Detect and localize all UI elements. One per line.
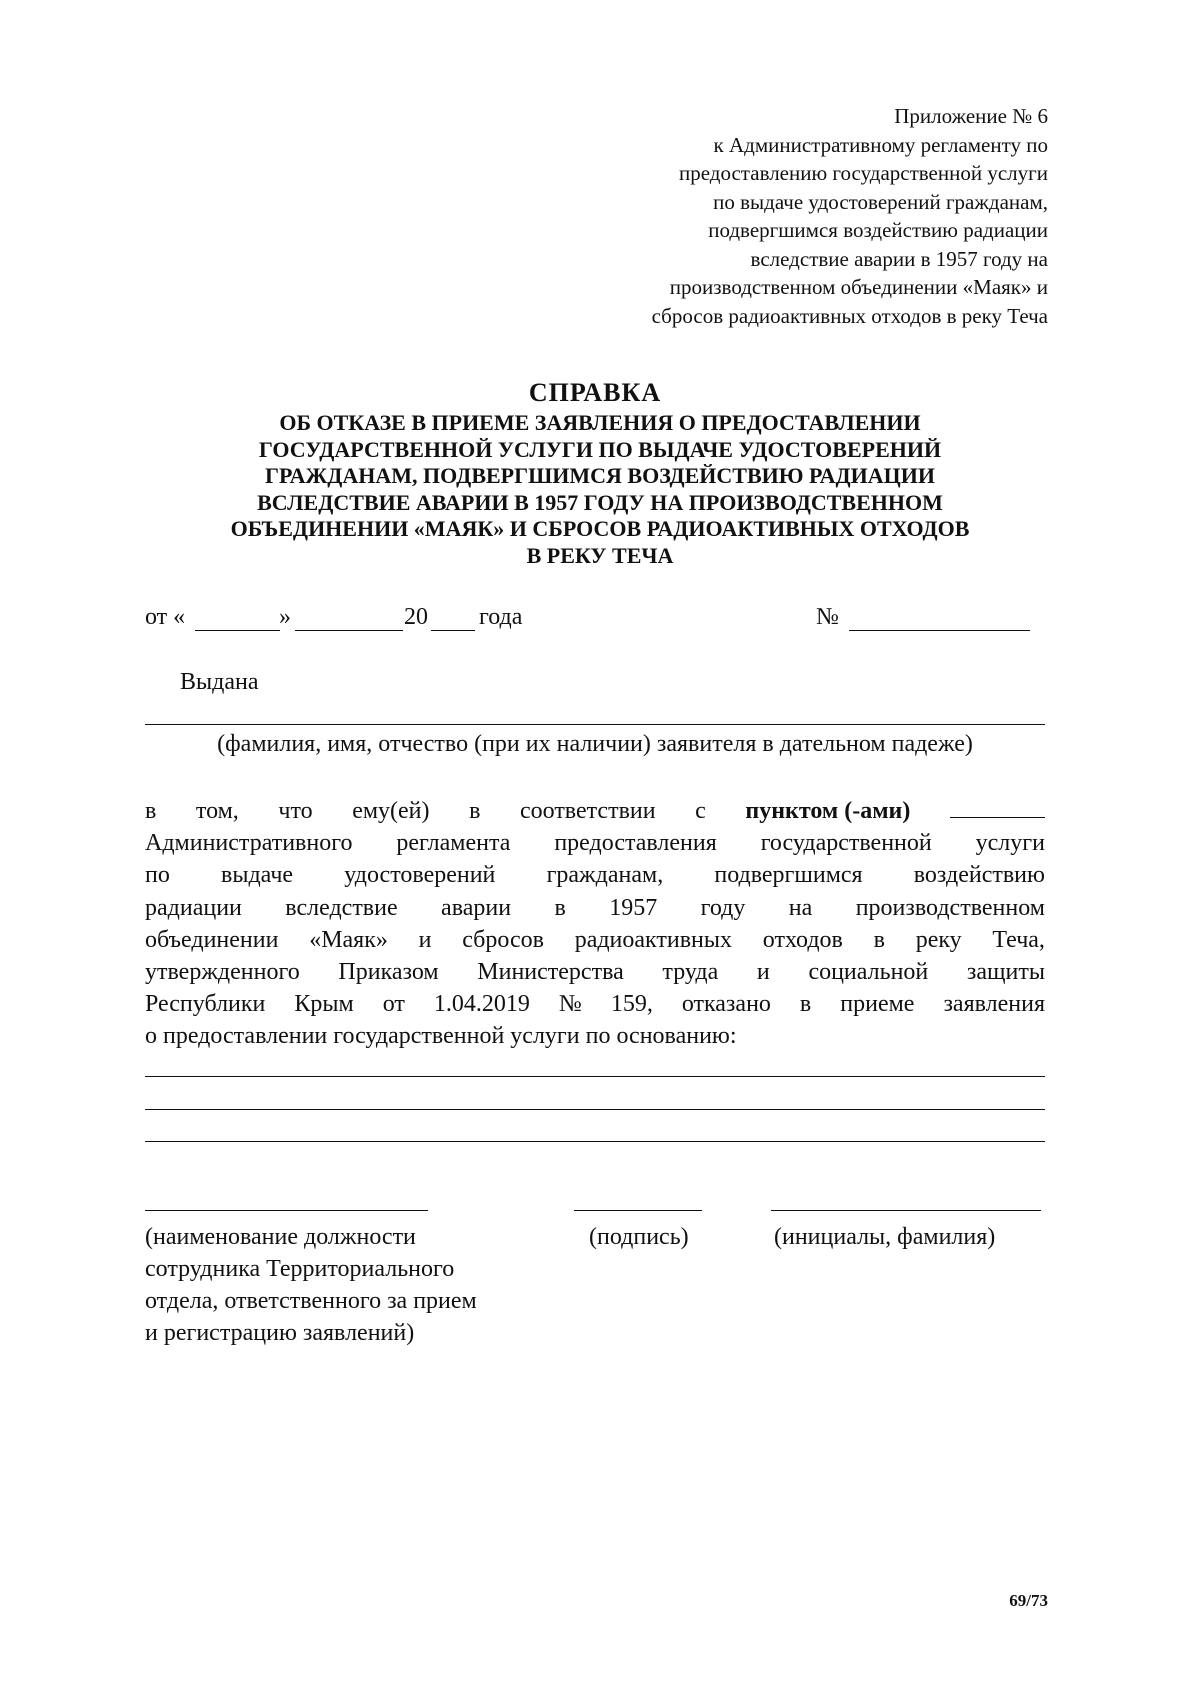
- paragraph-line: [145, 859, 1045, 891]
- initials-field[interactable]: [771, 1210, 1041, 1211]
- date-from-label: от «: [145, 604, 186, 630]
- applicant-caption: (фамилия, имя, отчество (при их наличии) заявителя в дательном падеже): [217, 731, 973, 757]
- subtitle-line: ГРАЖДАНАМ, ПОДВЕРГШИМСЯ ВОЗДЕЙСТВИЮ РАДИАЦИИ: [265, 463, 935, 488]
- signature-caption: (подпись): [589, 1224, 689, 1250]
- word: 159,: [610, 991, 653, 1018]
- word: регламента: [396, 830, 511, 857]
- word: производственном: [855, 894, 1045, 921]
- word: заявления: [943, 991, 1045, 1018]
- word: аварии: [441, 894, 512, 921]
- paragraph-line: [145, 988, 1045, 1020]
- word: Административного: [145, 830, 353, 857]
- word: от: [382, 991, 405, 1018]
- subtitle-line: ОБЪЕДИНЕНИИ «МАЯК» И СБРОСОВ РАДИОАКТИВНЫХ ОТХОДОВ: [230, 516, 970, 541]
- word: объединении: [145, 926, 279, 953]
- number-sign: №: [816, 604, 839, 630]
- word: реку: [915, 926, 962, 953]
- word: и: [418, 926, 432, 953]
- word: с: [695, 798, 706, 824]
- word: вследствие: [285, 894, 398, 921]
- paragraph-line: [145, 892, 1045, 924]
- reason-line-1[interactable]: [145, 1076, 1045, 1077]
- month-field[interactable]: [295, 604, 403, 631]
- word: удостоверений: [344, 862, 496, 889]
- word: государственной: [760, 830, 932, 857]
- annex-line: Приложение № 6: [894, 104, 1048, 128]
- annex-line: подвергшимся воздействию радиации: [708, 218, 1048, 242]
- word: в: [873, 926, 885, 953]
- document-title: СПРАВКА: [528, 378, 662, 407]
- word: году: [700, 894, 746, 921]
- subtitle-line: ОБ ОТКАЗЕ В ПРИЕМЕ ЗАЯВЛЕНИЯ О ПРЕДОСТАВЛЕНИИ: [279, 410, 921, 435]
- date-quote-close: »: [279, 604, 291, 630]
- word: в: [799, 991, 812, 1018]
- word: «Маяк»: [309, 926, 388, 953]
- word: в: [145, 798, 157, 824]
- caption-line: (наименование должности: [145, 1224, 416, 1250]
- year-word: года: [479, 604, 523, 630]
- document-subtitle: [150, 410, 1050, 569]
- annex-line: сбросов радиоактивных отходов в реку Теча: [651, 303, 1048, 328]
- word: воздействию: [913, 862, 1045, 889]
- word: предоставления: [554, 830, 717, 857]
- subtitle-line: ГОСУДАРСТВЕННОЙ УСЛУГИ ПО ВЫДАЧЕ УДОСТОВЕРЕНИЙ: [258, 436, 942, 462]
- word: выдаче: [221, 862, 294, 889]
- annex-header: [652, 102, 1048, 330]
- word: соответствии: [519, 798, 656, 824]
- word: утвержденного: [145, 959, 300, 986]
- word: ему(ей): [352, 798, 430, 824]
- paragraph-line: [145, 924, 1045, 956]
- word: Крым: [294, 991, 354, 1018]
- word: услуги: [975, 830, 1045, 857]
- year-field[interactable]: [431, 604, 475, 631]
- page-number: 69/73: [1009, 1591, 1048, 1610]
- annex-line: по выдаче удостоверений гражданам,: [713, 189, 1048, 214]
- caption-line: и регистрацию заявлений): [145, 1320, 415, 1346]
- word: гражданам,: [546, 862, 664, 889]
- position-caption: [145, 1221, 477, 1349]
- word: подвергшимся: [714, 862, 863, 889]
- paragraph-line: [145, 956, 1045, 988]
- caption-line: сотрудника Территориального: [145, 1256, 455, 1282]
- word: 1957: [609, 894, 658, 921]
- clause-number-field[interactable]: [950, 795, 1045, 818]
- date-number-line: [145, 604, 1030, 640]
- word: социальной: [808, 959, 929, 986]
- year-prefix: 20: [404, 604, 428, 630]
- word: Приказом: [338, 959, 439, 986]
- word: №: [558, 991, 582, 1018]
- certificate-number-field[interactable]: [849, 604, 1030, 631]
- reason-line-2[interactable]: [145, 1109, 1045, 1110]
- annex-line: к Административному регламенту по: [713, 132, 1048, 157]
- word: радиации: [145, 894, 242, 921]
- issued-label: Выдана: [180, 669, 259, 695]
- word: Республики: [145, 991, 266, 1018]
- annex-line: производственном объединении «Маяк» и: [669, 275, 1048, 299]
- word: и: [756, 959, 770, 986]
- word: отказано: [681, 991, 771, 1018]
- paragraph-line: [145, 827, 1045, 859]
- position-field[interactable]: [145, 1210, 428, 1211]
- word: на: [788, 894, 813, 921]
- word: радиоактивных: [574, 926, 733, 953]
- paragraph-line: о предоставлении государственной услуги по основанию:: [145, 1023, 737, 1050]
- word: что: [278, 798, 313, 824]
- word: Теча,: [992, 926, 1045, 953]
- refusal-paragraph: [145, 795, 1045, 1053]
- word: труда: [662, 959, 719, 986]
- word: в: [469, 798, 481, 824]
- signature-field[interactable]: [574, 1210, 702, 1211]
- caption-line: отдела, ответственного за прием: [145, 1288, 477, 1314]
- paragraph-line: [145, 795, 1045, 827]
- word: отходов: [762, 926, 843, 953]
- word: 1.04.2019: [433, 991, 530, 1018]
- word: Министерства: [477, 959, 624, 986]
- subtitle-line: В РЕКУ ТЕЧА: [526, 542, 674, 568]
- clause-label: пунктом (-ами): [745, 798, 911, 824]
- word: по: [145, 862, 170, 889]
- reason-line-3[interactable]: [145, 1141, 1045, 1142]
- word: в: [554, 894, 566, 921]
- word: сбросов: [462, 926, 544, 953]
- word: приеме: [840, 991, 915, 1018]
- day-field[interactable]: [195, 604, 280, 631]
- subtitle-line: ВСЛЕДСТВИЕ АВАРИИ В 1957 ГОДУ НА ПРОИЗВОДСТВЕННОМ: [257, 489, 943, 515]
- initials-caption: (инициалы, фамилия): [774, 1224, 996, 1250]
- word: защиты: [966, 959, 1045, 986]
- word: том,: [195, 798, 239, 824]
- annex-line: предоставлению государственной услуги: [679, 161, 1048, 185]
- applicant-name-field[interactable]: [145, 724, 1045, 725]
- annex-line: вследствие аварии в 1957 году на: [750, 246, 1048, 271]
